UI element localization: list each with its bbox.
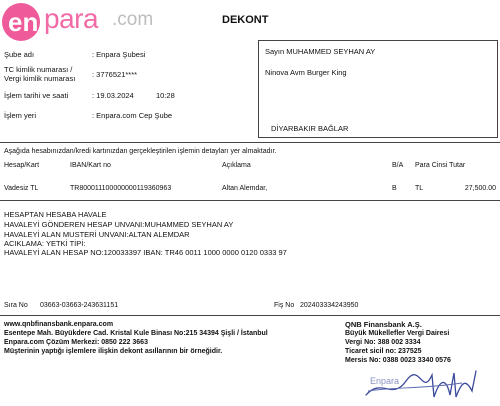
divider-footer <box>0 315 500 316</box>
detail-line-1: HESAPTAN HESABA HAVALE <box>4 210 107 219</box>
divider-top <box>0 142 500 143</box>
header-iban: IBAN/Kart no <box>70 162 111 169</box>
detail-line-3: HAVALEYİ ALAN MUSTERİ UNVANI:ALTAN ALEMDAR <box>4 230 190 239</box>
detail-line-4: ACIKLAMA: YETKİ TİPİ: <box>4 239 86 248</box>
document-title: DEKONT <box>222 14 269 26</box>
date-label: İşlem tarihi ve saati <box>4 91 69 100</box>
footer-website: www.qnbfinansbank.enpara.com <box>4 321 114 328</box>
fis-value: 202403334243950 <box>300 302 359 309</box>
row-currency: TL <box>415 185 424 192</box>
logo-para-text: para <box>44 3 99 34</box>
detail-line-2: HAVALEYİ GÖNDEREN HESAP UNVANI:MUHAMMED SEYHAN AY <box>4 220 234 229</box>
header-currency-amount: Para Cinsi Tutar <box>415 162 466 169</box>
recipient-city: DİYARBAKIR BAĞLAR <box>271 124 349 133</box>
tc-value: : 3776521**** <box>92 70 138 79</box>
logo-en-circle <box>2 3 40 41</box>
stamp-text: Enpara <box>370 376 400 386</box>
tc-label-line2: Vergi kimlik numarası <box>4 74 76 83</box>
header-description: Açıklama <box>222 162 251 169</box>
header-ba: B/A <box>392 162 404 169</box>
fis-label: Fiş No <box>274 302 295 309</box>
logo-com-text: .com <box>112 9 154 30</box>
row-amount: 27,500.00 <box>464 185 496 192</box>
footer-bank-name: QNB Finansbank A.Ş. <box>345 320 422 329</box>
branch-label: Şube adı <box>4 50 35 59</box>
location-label: İşlem yeri <box>4 111 37 120</box>
footer-mersis: Mersis No: 0388 0023 3340 0576 <box>345 357 451 364</box>
time-value: 10:28 <box>156 91 175 100</box>
tc-label-line1: TC kimlik numarası / <box>4 65 73 74</box>
date-value: : 19.03.2024 <box>92 91 134 100</box>
divider-table <box>0 200 500 201</box>
detail-line-5: HAVALEYİ ALAN HESAP NO:120033397 IBAN: TR46 0011 1000 0000 0120 0333 97 <box>4 248 287 257</box>
row-description: Altan Alemdar, <box>222 185 268 192</box>
footer-tax-no: Vergi No: 388 002 3334 <box>345 339 421 346</box>
logo-en-text: en <box>8 7 39 37</box>
row-ba: B <box>392 185 397 192</box>
notice-text: Aşağıda hesabınızdan/kredi kartınızdan gerçekleştirilen işlemin detayları yer almaktadır. <box>4 148 277 155</box>
footer-trade-registry: Ticaret sicil no: 237525 <box>345 348 422 355</box>
footer-address: Esentepe Mah. Büyükdere Cad. Kristal Kule Binası No:215 34394 Şişli / İstanbul <box>4 330 268 337</box>
recipient-salutation: Sayın MUHAMMED SEYHAN AY <box>265 47 376 56</box>
sira-value: 03663-03663-243631151 <box>40 302 119 309</box>
row-account: Vadesiz TL <box>4 185 39 192</box>
location-value: : Enpara.com Cep Şube <box>92 111 173 120</box>
header-account: Hesap/Kart <box>4 162 40 169</box>
signature-stamp <box>362 367 482 403</box>
row-iban: TR800011100000000119360963 <box>70 185 172 192</box>
footer-tax-office: Büyük Mükellefler Vergi Dairesi <box>345 330 450 337</box>
footer-call-center: Enpara.com Çözüm Merkezi: 0850 222 3663 <box>4 339 148 346</box>
branch-value: : Enpara Şubesi <box>92 50 146 59</box>
recipient-company: Ninova Avm Burger King <box>265 68 347 77</box>
footer-disclaimer: Müşterinin yaptığı işlemlere ilişkin dekont asıllarının bir örneğidir. <box>4 348 223 355</box>
sira-label: Sıra No <box>4 302 28 309</box>
